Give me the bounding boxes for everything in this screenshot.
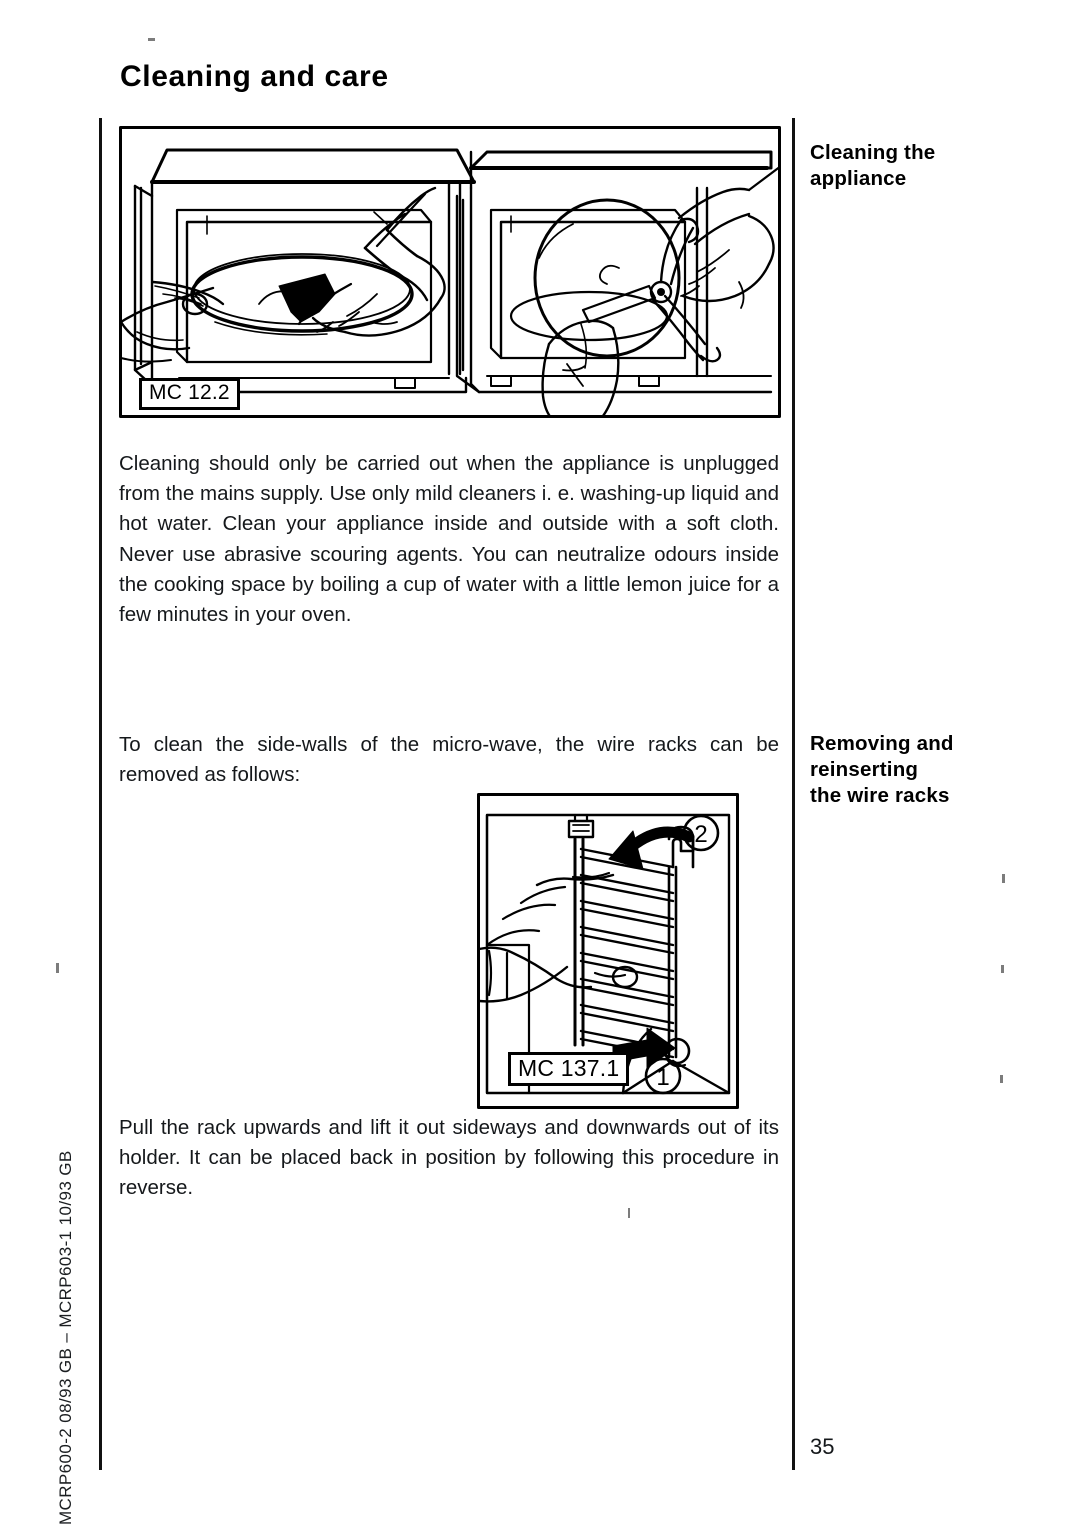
scan-speck — [628, 1208, 630, 1218]
heading-line: Removing and — [810, 732, 954, 755]
heading-line: Cleaning the — [810, 141, 936, 164]
microwave-cleaning-illustration — [119, 126, 781, 418]
wire-rack-procedure-paragraph: Pull the rack upwards and lift it out sideways and downwards out of its holder. It can be placed back in position by following this procedure in reverse. — [119, 1116, 779, 1200]
scan-speck — [56, 963, 59, 973]
heading-line: the wire racks — [810, 784, 950, 807]
svg-text:1: 1 — [656, 1064, 670, 1091]
scan-speck — [148, 38, 155, 41]
heading-line: reinserting — [810, 758, 919, 781]
imprint-code: MCRP600-2 08/93 GB – MCRP603-1 10/93 GB — [56, 1150, 75, 1525]
column-rule-left — [99, 118, 102, 1470]
page-title: Cleaning and care — [120, 60, 389, 93]
heading-line: appliance — [810, 167, 907, 190]
scan-speck — [1001, 965, 1004, 973]
section-heading-cleaning-the-appliance — [810, 140, 1060, 192]
wire-rack-intro-paragraph: To clean the side-walls of the micro-wave, the wire racks can be removed as follows: — [119, 733, 779, 787]
page-number: 35 — [810, 1434, 835, 1459]
figure-caption-mc137-1: MC 137.1 — [508, 1052, 629, 1086]
cleaning-appliance-paragraph: Cleaning should only be carried out when the appliance is unplugged from the mains supply. Use only mild cleaners i. e. washing-up liquid and hot water. Clean your appliance inside and outside with a soft cloth. Never use abrasive scouring agents. You can neutralize odours inside the cooking space by boiling a cup of water with a little lemon juice for a few minutes in your oven. — [119, 452, 779, 627]
scan-speck — [1000, 1075, 1003, 1083]
scan-speck — [1002, 874, 1005, 883]
section-heading-removing-reinserting-wire-racks — [810, 731, 1060, 809]
figure-caption-mc12-2: MC 12.2 — [139, 378, 240, 410]
column-rule-right — [792, 118, 795, 1470]
svg-text:2: 2 — [694, 821, 708, 848]
